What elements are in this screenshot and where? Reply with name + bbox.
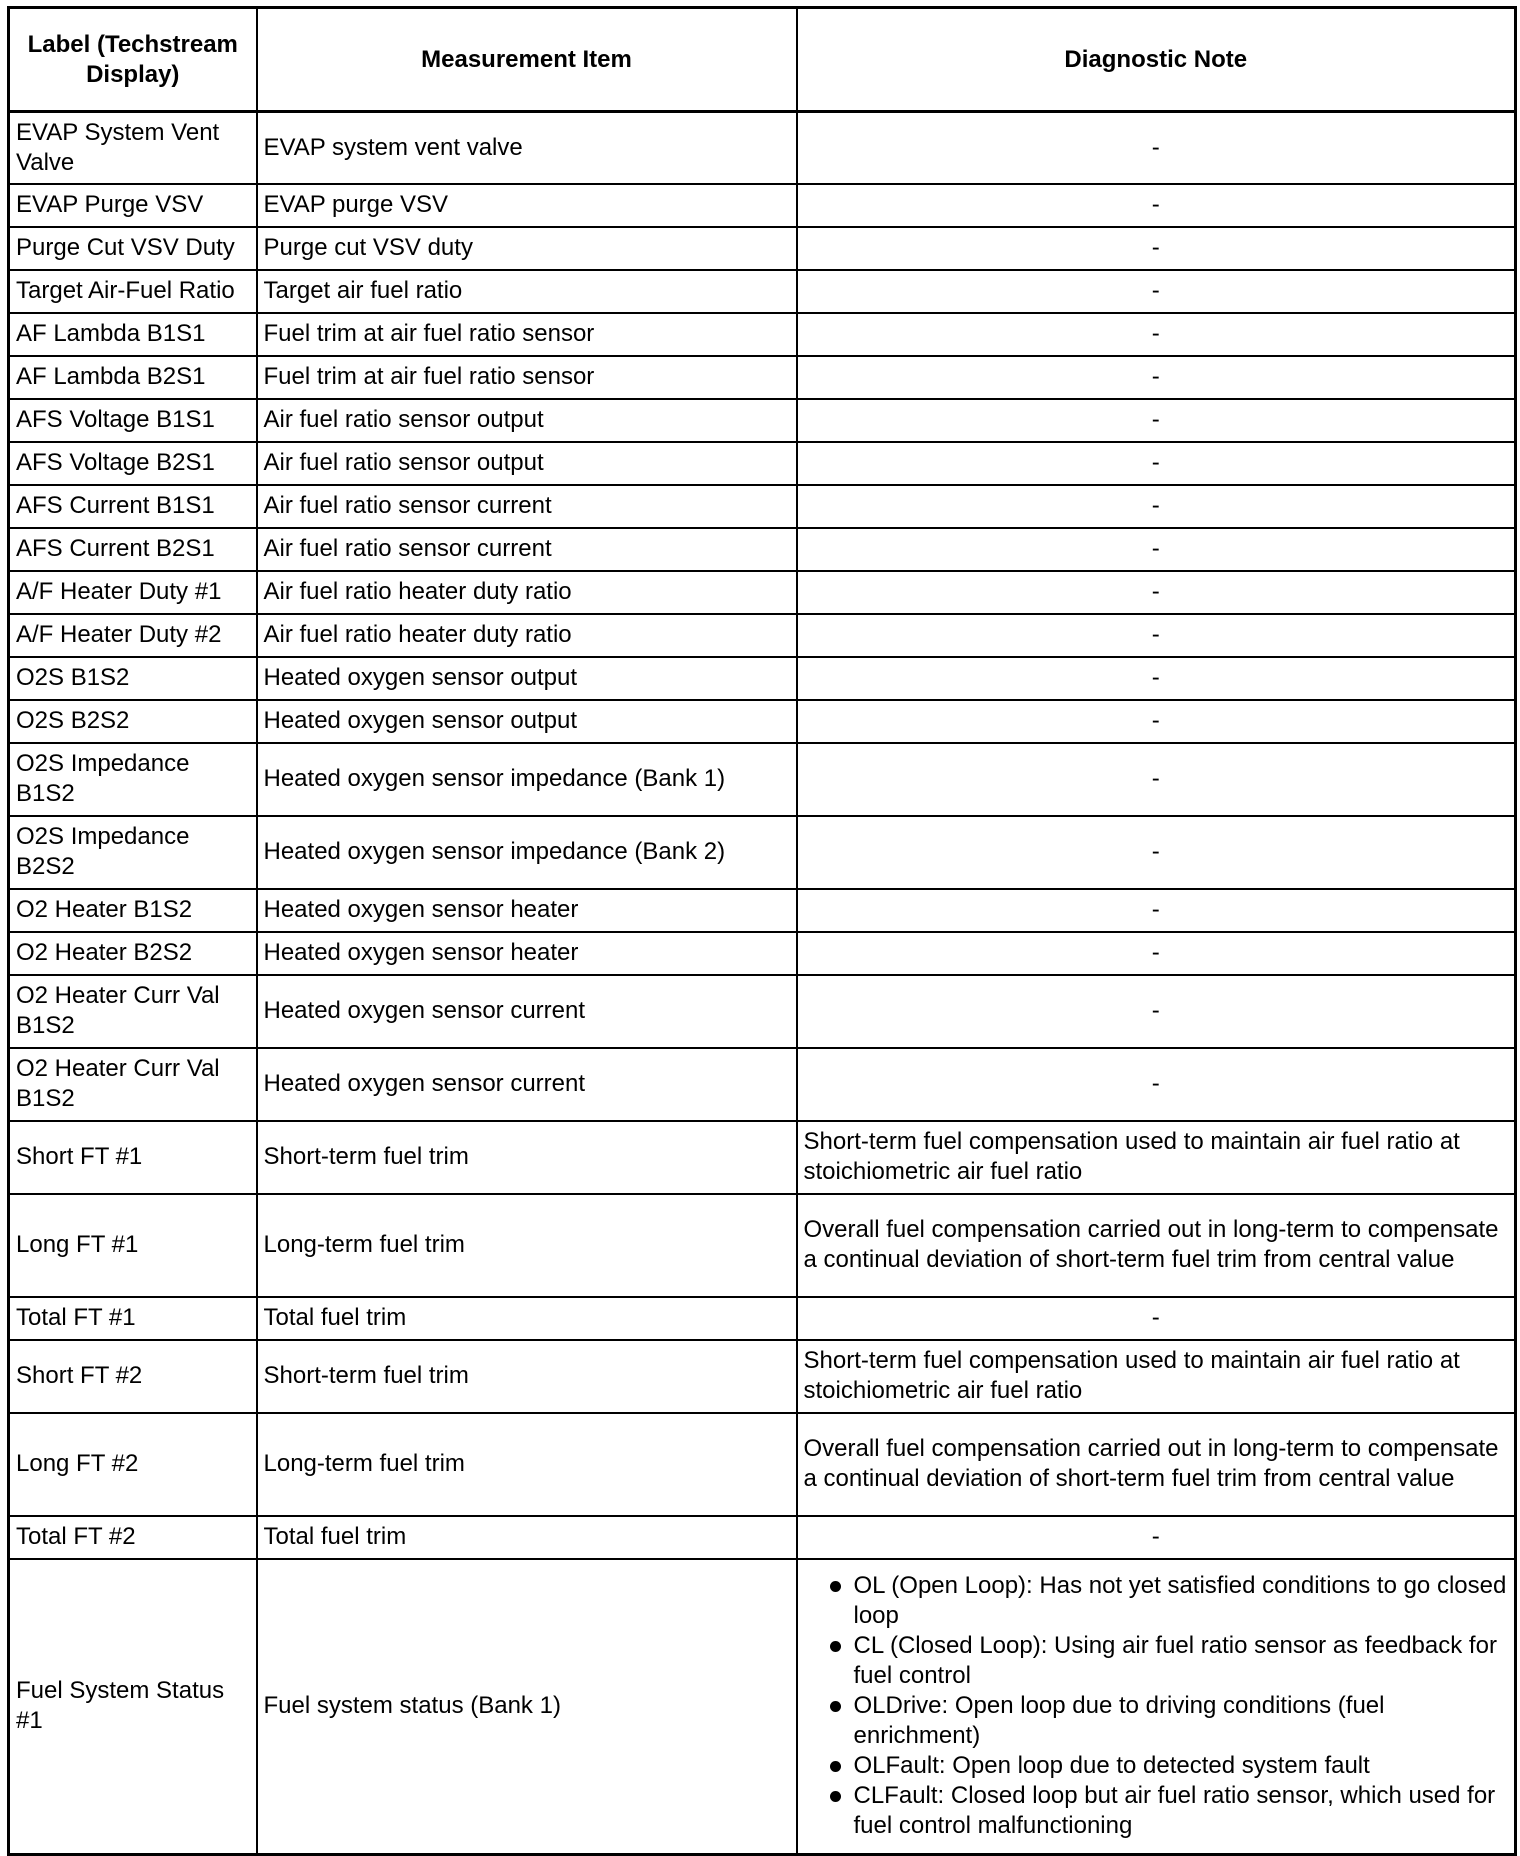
row-measurement-item: Air fuel ratio heater duty ratio <box>257 571 797 614</box>
table-row <box>9 1559 1516 1855</box>
row-label: A/F Heater Duty #2 <box>9 614 257 657</box>
row-label: Total FT #1 <box>9 1297 257 1340</box>
row-diagnostic-note: - <box>797 112 1516 184</box>
row-label: AFS Current B1S1 <box>9 485 257 528</box>
row-diagnostic-note: Overall fuel compensation carried out in long-term to compensate a continual deviation of short-term fuel trim from central value <box>797 1194 1516 1297</box>
table-row <box>9 1340 1516 1413</box>
row-diagnostic-note: - <box>797 1048 1516 1121</box>
table-row <box>9 975 1516 1048</box>
table-row <box>9 313 1516 356</box>
table-row <box>9 571 1516 614</box>
row-label: AFS Voltage B2S1 <box>9 442 257 485</box>
row-label: AFS Voltage B1S1 <box>9 399 257 442</box>
row-diagnostic-note: - <box>797 975 1516 1048</box>
row-diagnostic-note: - <box>797 528 1516 571</box>
row-diagnostic-note: - <box>797 313 1516 356</box>
row-label: AF Lambda B1S1 <box>9 313 257 356</box>
table-row <box>9 1048 1516 1121</box>
row-diagnostic-note: - <box>797 270 1516 313</box>
row-diagnostic-note: - <box>797 184 1516 227</box>
row-measurement-item: Air fuel ratio sensor current <box>257 528 797 571</box>
row-label: Target Air-Fuel Ratio <box>9 270 257 313</box>
row-label: A/F Heater Duty #1 <box>9 571 257 614</box>
row-label: Short FT #1 <box>9 1121 257 1194</box>
row-label: Purge Cut VSV Duty <box>9 227 257 270</box>
row-diagnostic-note <box>797 1559 1516 1855</box>
list-item: CLFault: Closed loop but air fuel ratio sensor, which used for fuel control malfunctioning <box>804 1781 1509 1841</box>
row-measurement-item: Air fuel ratio sensor current <box>257 485 797 528</box>
row-label: Fuel System Status #1 <box>9 1559 257 1855</box>
row-label: EVAP Purge VSV <box>9 184 257 227</box>
table-row <box>9 1194 1516 1297</box>
row-measurement-item: Total fuel trim <box>257 1516 797 1559</box>
row-measurement-item: Purge cut VSV duty <box>257 227 797 270</box>
row-diagnostic-note: - <box>797 356 1516 399</box>
header-label: Label (Techstream Display) <box>9 8 257 112</box>
table-row <box>9 743 1516 816</box>
row-measurement-item: Heated oxygen sensor current <box>257 1048 797 1121</box>
row-measurement-item: Heated oxygen sensor heater <box>257 889 797 932</box>
row-measurement-item: Heated oxygen sensor heater <box>257 932 797 975</box>
list-item: OLFault: Open loop due to detected system fault <box>804 1751 1509 1781</box>
row-measurement-item: Heated oxygen sensor output <box>257 657 797 700</box>
row-measurement-item: Fuel system status (Bank 1) <box>257 1559 797 1855</box>
row-diagnostic-note: Short-term fuel compensation used to maintain air fuel ratio at stoichiometric air fuel ratio <box>797 1121 1516 1194</box>
row-measurement-item: Heated oxygen sensor current <box>257 975 797 1048</box>
row-diagnostic-note: - <box>797 1297 1516 1340</box>
row-measurement-item: Air fuel ratio sensor output <box>257 442 797 485</box>
row-diagnostic-note: Short-term fuel compensation used to maintain air fuel ratio at stoichiometric air fuel ratio <box>797 1340 1516 1413</box>
table-row <box>9 485 1516 528</box>
row-diagnostic-note: - <box>797 657 1516 700</box>
row-diagnostic-note: - <box>797 399 1516 442</box>
row-measurement-item: Short-term fuel trim <box>257 1340 797 1413</box>
row-measurement-item: Heated oxygen sensor impedance (Bank 2) <box>257 816 797 889</box>
row-diagnostic-note: Overall fuel compensation carried out in long-term to compensate a continual deviation of short-term fuel trim from central value <box>797 1413 1516 1516</box>
row-diagnostic-note: - <box>797 1516 1516 1559</box>
row-measurement-item: Heated oxygen sensor output <box>257 700 797 743</box>
row-diagnostic-note: - <box>797 485 1516 528</box>
row-measurement-item: Target air fuel ratio <box>257 270 797 313</box>
row-diagnostic-note: - <box>797 743 1516 816</box>
table-row <box>9 614 1516 657</box>
row-label: O2S Impedance B1S2 <box>9 743 257 816</box>
table-row <box>9 356 1516 399</box>
table-row <box>9 184 1516 227</box>
row-label: Long FT #1 <box>9 1194 257 1297</box>
table-row <box>9 1413 1516 1516</box>
row-label: AF Lambda B2S1 <box>9 356 257 399</box>
row-label: EVAP System Vent Valve <box>9 112 257 184</box>
row-label: Short FT #2 <box>9 1340 257 1413</box>
table-row <box>9 112 1516 184</box>
status-bullet-list <box>804 1571 1509 1841</box>
table-row <box>9 442 1516 485</box>
row-measurement-item: Short-term fuel trim <box>257 1121 797 1194</box>
row-label: AFS Current B2S1 <box>9 528 257 571</box>
row-measurement-item: Air fuel ratio sensor output <box>257 399 797 442</box>
table-row <box>9 1516 1516 1559</box>
row-measurement-item: Air fuel ratio heater duty ratio <box>257 614 797 657</box>
row-label: O2 Heater B2S2 <box>9 932 257 975</box>
row-label: O2S B2S2 <box>9 700 257 743</box>
header-measurement-item: Measurement Item <box>257 8 797 112</box>
row-label: Total FT #2 <box>9 1516 257 1559</box>
row-diagnostic-note: - <box>797 227 1516 270</box>
diagnostic-data-table <box>7 6 1517 1856</box>
list-item: OLDrive: Open loop due to driving conditions (fuel enrichment) <box>804 1691 1509 1751</box>
row-diagnostic-note: - <box>797 700 1516 743</box>
table-row <box>9 399 1516 442</box>
row-measurement-item: Fuel trim at air fuel ratio sensor <box>257 313 797 356</box>
row-measurement-item: Long-term fuel trim <box>257 1413 797 1516</box>
table-row <box>9 270 1516 313</box>
row-label: Long FT #2 <box>9 1413 257 1516</box>
row-measurement-item: Long-term fuel trim <box>257 1194 797 1297</box>
row-measurement-item: Fuel trim at air fuel ratio sensor <box>257 356 797 399</box>
table-row <box>9 1121 1516 1194</box>
table-row <box>9 700 1516 743</box>
table-row <box>9 889 1516 932</box>
header-diagnostic-note: Diagnostic Note <box>797 8 1516 112</box>
table-row <box>9 528 1516 571</box>
list-item: CL (Closed Loop): Using air fuel ratio sensor as feedback for fuel control <box>804 1631 1509 1691</box>
list-item: OL (Open Loop): Has not yet satisfied conditions to go closed loop <box>804 1571 1509 1631</box>
row-diagnostic-note: - <box>797 571 1516 614</box>
row-diagnostic-note: - <box>797 442 1516 485</box>
table-row <box>9 227 1516 270</box>
table-row <box>9 816 1516 889</box>
row-measurement-item: EVAP purge VSV <box>257 184 797 227</box>
row-measurement-item: EVAP system vent valve <box>257 112 797 184</box>
table-row <box>9 657 1516 700</box>
row-measurement-item: Total fuel trim <box>257 1297 797 1340</box>
table-row <box>9 932 1516 975</box>
row-label: O2 Heater Curr Val B1S2 <box>9 1048 257 1121</box>
row-diagnostic-note: - <box>797 816 1516 889</box>
row-label: O2S B1S2 <box>9 657 257 700</box>
row-diagnostic-note: - <box>797 932 1516 975</box>
row-diagnostic-note: - <box>797 614 1516 657</box>
table-header-row <box>9 8 1516 112</box>
row-label: O2S Impedance B2S2 <box>9 816 257 889</box>
row-diagnostic-note: - <box>797 889 1516 932</box>
row-label: O2 Heater Curr Val B1S2 <box>9 975 257 1048</box>
row-label: O2 Heater B1S2 <box>9 889 257 932</box>
row-measurement-item: Heated oxygen sensor impedance (Bank 1) <box>257 743 797 816</box>
table-row <box>9 1297 1516 1340</box>
